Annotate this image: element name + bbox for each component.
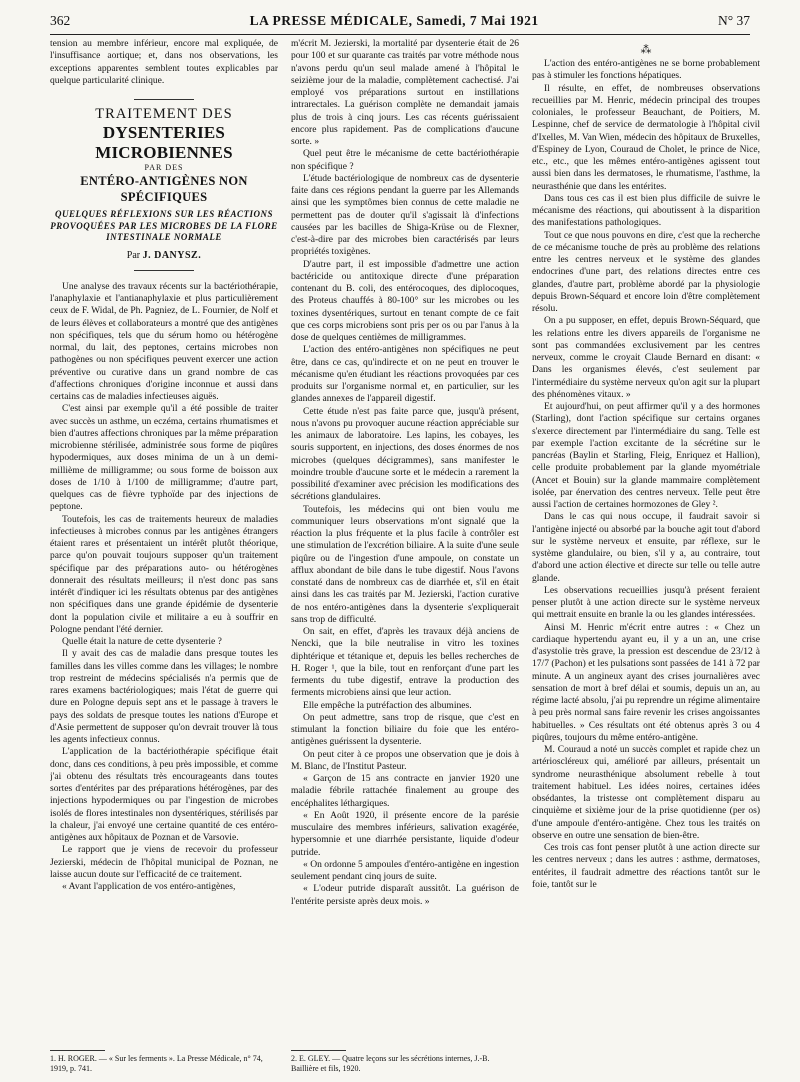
continued-text: tension au membre inférieur, encore mal expliquée, de l'insuffisance aortique; et, dans nos observations, les exceptions apparentes semblent toutes explicables par quelque particularité clinique. — [50, 38, 278, 86]
journal-title: LA PRESSE MÉDICALE, Samedi, 7 Mai 1921 — [249, 13, 539, 28]
heading-rule-bottom — [134, 270, 194, 271]
paragraph: Une analyse des travaux récents sur la bactériothérapie, l'anaphylaxie et l'antianaphylaxie et plus particulièrement ceux de F. Widal, de Ph. Pagniez, de L. Fournier, de Nolf et de leurs élèves et collaborateurs a montré que des antigènes non spécifiques, tels que du sérum homo ou hétérogène normal, du lait, des peptones, certains microbes non pathogènes ou non spécifiques peuvent exercer une action préventive ou curative dans un grand nombre de cas d'affections chroniques d'origine inconnue et aussi dans certains cas de maladies infectieuses aiguës. — [50, 280, 278, 402]
paragraph: On peut citer à ce propos une observation que je dois à M. Blanc, de l'Institut Pasteur. — [291, 748, 519, 772]
article-title-line1: TRAITEMENT DES — [95, 106, 233, 122]
paragraph: Cette étude n'est pas faite parce que, jusqu'à présent, nous n'avons pu provoquer aucune réaction appréciable sur les animaux de laboratoire. Les lapins, les cobayes, les souris supportent, en injections, des doses énormes de nos microbes (quelques décigrammes), sans manifester le moindre trouble d'aucune sorte et le médecin a rarement la possibilité d'examiner avec précision les modifications des sécrétions glandulaires. — [291, 405, 519, 503]
paragraph: Elle empêche la putréfaction des albumines. — [303, 699, 472, 711]
column-right — [532, 38, 760, 1070]
paragraph: C'est ainsi par exemple qu'il a été possible de traiter avec succès un asthme, un eczéma, certains rhumatismes et bien d'autres affections chroniques par la même préparation microbienne stérilisée, administrée sous forme de piqûres hypodermiques, aux doses minima de un à un demi-millième de milligramme; ou sous forme de boisson aux doses de 1/10 à 1/100 de milligramme; d'autre part, quelques cas de fièvre typhoïde par des injections de peptone. — [50, 403, 278, 513]
paragraph: « En Août 1920, il présente encore de la parésie musculaire des membres inférieurs, salivation exagérée, hypersomnie et une diarrhée persistante, liquide d'odeur putride. — [291, 809, 519, 858]
issue-number: N° 37 — [717, 13, 750, 28]
paragraph: L'application de la bactériothérapie spécifique était donc, dans ces conditions, à peu près impossible, et comme j'ai obtenu des résultats très encourageants dans toutes sortes d'entérites par des préparations hétérogènes, par des injections hypodermiques ou par l'ingestion de microbes isolés de flores intestinales non dysentériques, stérilisés par la chaleur, j'ai envoyé une certaine quantité de ces entéro-antigènes aux hôpitaux de Poznan et de Varsovie. — [50, 746, 278, 843]
heading-rule-top — [134, 99, 194, 100]
paragraph: Dans tous ces cas il est bien plus difficile de suivre le mécanisme des réactions, qui aboutissent à la disparition des manifestations pathologiques. — [532, 192, 760, 229]
page-number: 362 — [50, 13, 71, 28]
paragraph: « Avant l'application de vos entéro-antigènes, — [62, 881, 236, 892]
paragraph: Quel peut être le mécanisme de cette bactériothérapie non spécifique ? — [291, 148, 519, 172]
paragraph: D'autre part, il est impossible d'admettre une action bactéricide ou antitoxique directe d'une préparation contenant du B. coli, des entérocoques, des diplocoques, des Proteus chauffés à 80-100° sur les microbes ou les toxines dysentériques, surtout en tenant compte de ce fait que ces corps microbiens sont pris per os ou par l'anus à la dose de quelques centièmes de milligrammes. — [291, 258, 519, 343]
article-author — [50, 250, 278, 262]
footnote-rule — [50, 1050, 105, 1051]
footnote-rule — [291, 1050, 346, 1051]
paragraph: Ainsi M. Henric m'écrit entre autres : « Chez un cardiaque hypertendu ayant eu, il y a un an, une crise d'asystolie très grave, la pression est descendue de 23/12 à 17/7 (Pachon) et les pulsations sont passées de 141 à 72 par minute. A un angineux ayant des crises journalières avec sensation de mort à bref délai et soumis, depuis un an, au régime lacté absolu, j'ai pu reprendre un régime alimentaire à peu près normal sans faire revenir les crises angoissantes habituelles. » Ces résultats ont été obtenus après 3 ou 4 piqûres, toujours du même entéro-antigène. — [532, 621, 760, 743]
article-subtitle: QUELQUES RÉFLEXIONS SUR LES RÉACTIONS PROVOQUÉES PAR LES MICROBES DE LA FLORE INTESTINALE NORMALE — [50, 209, 278, 242]
article-heading — [50, 99, 278, 271]
paragraph: Toutefois, les médecins qui ont bien voulu me communiquer leurs observations m'ont signalé que la réaction la plus fréquente et la plus facile à contrôler est une stimulation de l'excrétion biliaire. A la suite d'une seule piqûre ou de l'ingestion d'une ampoule, on constate un afflux abondant de bile dans le tube digestif. Nous l'avons constaté dans de nombreux cas de diarrhée et, s'il en était ainsi dans les cas traités par M. Jezierski, l'action curative de nos entéro-antigènes dans la dysenterie s'expliquerait sans trop de difficulté. — [291, 503, 519, 625]
paragraph: Quelle était la nature de cette dysenterie ? — [62, 636, 222, 647]
paragraph: Il résulte, en effet, de nombreuses observations recueillies par M. Henric, médecin principal des troupes coloniales, le professeur Beauchant, de Poitiers, M. Lespinne, chef de service de dermatologie à l'hôpital civil d'Ixelles, M. Van Wien, médecin des hôpitaux de Bruxelles, d'Espiney de Lyon, Couraud de Cholet, le prince de Nice, etc., etc., que les mêmes entéro-antigènes agissent tout aussi bien dans les dermatoses, le rhumatisme, l'asthme, la neurasthénie que dans les entérites. — [532, 82, 760, 192]
paragraph: L'étude bactériologique de nombreux cas de dysenterie faite dans ces régions pendant la guerre par les Allemands ainsi que les symptômes bien connus de cette maladie ne permettent pas de douter qu'il s'agissait là d'infections causées par les bacilles de Shiga-Krüse ou de Flexner, c'est-à-dire par des microbes bien caractérisés par leurs propriétés toxigènes. — [291, 172, 519, 258]
paragraph: « On ordonne 5 ampoules d'entéro-antigène en ingestion seulement pendant cinq jours de suite. — [291, 858, 519, 882]
paragraph: Toutefois, les cas de traitements heureux de maladies infectieuses à microbes connus par les antigènes étrangers étaient rares et présentaient un intérêt plutôt théorique, parce qu'on pouvait toujours supposer qu'un traitement spécifique par des préparations auto- ou hétérogènes donnerait des résultats meilleurs; il n'est donc pas sans intérêt d'indiquer ici les résultats obtenus par des antigènes non spécifiques dans une grande épidémie de dysenterie dont la population civile et militaire a eu à souffrir en Pologne pendant l'été dernier. — [50, 513, 278, 635]
footnote-text: 1. H. ROGER. — « Sur les ferments ». La Presse Médicale, n° 74, 1919, p. 741. — [50, 1054, 263, 1073]
footnote-2 — [291, 1050, 519, 1074]
section-asterism: ⁂ — [640, 44, 652, 56]
paragraph: On peut admettre, sans trop de risque, que c'est en stimulant la fonction biliaire du foie que les entéro-antigènes guérissent la dysenterie. — [291, 711, 519, 748]
footnote-1 — [50, 1050, 278, 1074]
paragraph: L'action des entéro-antigènes ne se borne probablement pas à stimuler les fonctions hépatiques. — [532, 58, 760, 82]
paragraph: m'écrit M. Jezierski, la mortalité par dysenterie était de 26 pour 100 et sur quarante cas traités par votre méthode nous n'avons perdu qu'un seul malade amené à l'hôpital le seizième jour de la maladie, complètement cachectisé. J'ai employé vos préparations surtout en instillations intrarectales. La guérison complète ne demandait jamais plus de trois à cinq jours. Les cas récents guérissaient encore plus rapidement. Pas de complications d'aucune sorte. » — [291, 38, 519, 147]
paragraph: On a pu supposer, en effet, depuis Brown-Séquard, que les relations entre les divers appareils de l'organisme ne sont pas commandées exclusivement par les centres nerveux, comme le croyait Claude Bernard en disant: « Dans les organismes élevés, c'est seulement par l'intermédiaire du système nerveux qu'on agit sur la plupart des phénomènes vitaux. » — [532, 315, 760, 400]
author-prefix: Par — [126, 249, 141, 261]
paragraph: Ces trois cas font penser plutôt à une action directe sur les centres nerveux ; dans les autres : asthme, dermatoses, entérites, il faudrait admettre des réactions tantôt sur le foie, tantôt sur le — [532, 842, 760, 890]
paragraph: M. Couraud a noté un succès complet et rapide chez un artérioscléreux qui, amélioré par ailleurs, présentait un syndrome neurasthénique absolument rebelle à tout traitement habituel. Les idées noires, certaines idées obsédantes, la tristesse ont complètement disparu au cinquième et sixième jour de la prise quotidienne (per os) d'une ampoule d'entéro-antigène. Chez tous les traités on observe en outre une sensation de bien-être. — [532, 744, 760, 841]
paragraph: « L'odeur putride disparaît aussitôt. La guérison de l'entérite persiste après deux mois. » — [291, 883, 519, 907]
running-header — [50, 13, 750, 33]
author-name: J. DANYSZ. — [142, 249, 202, 261]
paragraph: Il y avait des cas de maladie dans presque toutes les familles dans les villes comme dans les villages; le nombre trop restreint de médecins spécialisés n'a permis que de rares examens bactériologiques; mais l'état de guerre qui dure en Pologne depuis sept ans et le passage à travers le pays des soldats de presque toutes les nations d'Europe et d'Asie permettent de supposer qu'on devrait trouver là tous les agents infectieux connus. — [50, 648, 278, 745]
text-columns — [50, 38, 760, 1070]
paragraph: Les observations recueillies jusqu'à présent feraient penser plutôt à une action directe sur le système nerveux qui mettrait ensuite en branle la ou les glandes intéressées. — [532, 584, 760, 621]
footnote-text: 2. E. GLEY. — Quatre leçons sur les sécrétions internes, J.-B. Baillière et fils, 1920. — [291, 1054, 490, 1073]
column-left — [50, 38, 278, 1070]
column-middle — [291, 38, 519, 1070]
paragraph: « Garçon de 15 ans contracte en janvier 1920 une maladie fébrile rattachée finalement au groupe des encéphalites léthargiques. — [291, 773, 519, 809]
paragraph: Dans le cas qui nous occupe, il faudrait savoir si l'antigène injecté ou absorbé par la bouche agit tout d'abord sur le système nerveux et ensuite, par réflexe, sur le système glandulaire, ou bien, s'il y a, au contraire, tout d'abord une action élective et directe sur telle ou telle autre glande. — [532, 511, 760, 584]
article-title-line2: DYSENTERIES MICROBIENNES — [95, 123, 233, 162]
paragraph: L'action des entéro-antigènes non spécifiques ne peut être, dans ce cas, qu'indirecte et on ne peut en trouver le mécanisme qu'en étudiant les réactions provoquées par ces produits sur l'organisme normal et, en particulier, sur les glandes annexes de l'appareil digestif. — [291, 344, 519, 405]
article-title-par: PAR DES — [144, 163, 184, 172]
paragraph: Le rapport que je viens de recevoir du professeur Jezierski, médecin de l'hôpital municipal de Poznan, ne laisse aucun doute sur l'efficacité de ce traitement. — [50, 844, 278, 880]
paragraph: Tout ce que nous pouvons en dire, c'est que la recherche de ce mécanisme touche de près au problème des relations entre les centres nerveux et le système des glandes endocrines d'une part, des relations directes entre ces glandes, d'autre part, problème abordé par la physiologie depuis Brown-Séquard et encore loin d'être complètement résolu. — [532, 229, 760, 314]
paragraph: On sait, en effet, d'après les travaux déjà anciens de Nencki, que la bile neutralise in vitro les toxines diphtérique et tétanique et, depuis les belles recherches de H. Roger ¹, que la bile, tout en renforçant d'une part les ferments du tube digestif, entrave la production des ferments microbiens ainsi que leur action. — [291, 626, 519, 699]
article-title-line3: ENTÉRO-ANTIGÈNES NON SPÉCIFIQUES — [80, 174, 248, 204]
paragraph: Et aujourd'hui, on peut affirmer qu'il y a des hormones (Starling), dont l'action spécifique sur certains organes s'exerce directement par l'intermédiaire du sang. Telle est par exemple l'action excitante de la sécrétine sur le pancréas (Baylin et Starling, Fleig, Enriquez et Hallion), celle produite probablement par la glande myométriale (Ancet et Bouin) sur la glande mammaire complètement isolée, par énervation des centres nerveux. Telle peut être aussi l'action de certaines hormozones de Gley ². — [532, 401, 760, 510]
header-rule — [50, 34, 750, 35]
